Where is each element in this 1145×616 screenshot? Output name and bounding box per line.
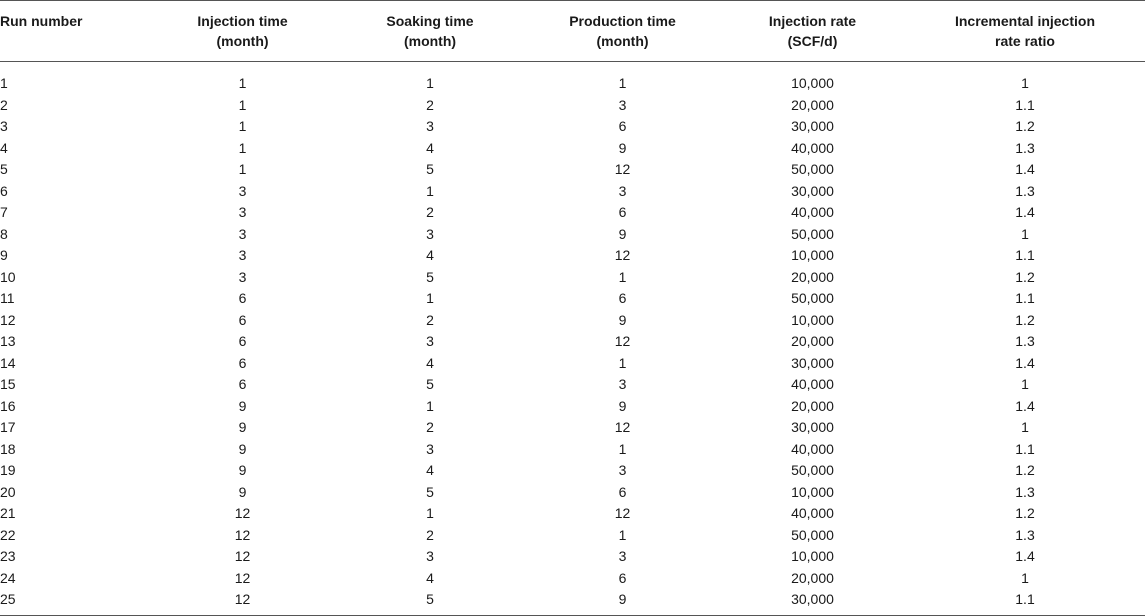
cell-incremental-injection-rate-ratio: 1.3 xyxy=(1015,139,1035,156)
cell-injection-rate: 20,000 xyxy=(791,96,834,113)
table-row xyxy=(0,181,1145,203)
cell-production-time: 9 xyxy=(618,311,627,328)
cell-production-time: 9 xyxy=(525,589,720,615)
cell-soaking-time: 4 xyxy=(426,247,434,263)
cell-soaking-time: 4 xyxy=(426,569,434,586)
cell-incremental-injection-rate-ratio: 1.4 xyxy=(1015,548,1035,564)
cell-incremental-injection-rate-ratio: 1.2 xyxy=(1015,505,1035,521)
cell-incremental-injection-rate-ratio: 1.1 xyxy=(1015,96,1035,113)
cell-incremental-injection-rate-ratio: 1.1 xyxy=(1015,440,1035,457)
cell-injection-rate: 10,000 xyxy=(791,311,834,328)
cell-injection-rate: 30,000 xyxy=(791,354,834,371)
cell-injection-time: 12 xyxy=(234,526,251,543)
cell-soaking-time: 4 xyxy=(426,354,434,371)
cell-incremental-injection-rate-ratio: 1.3 xyxy=(1015,526,1035,543)
cell-run-number: 11 xyxy=(0,290,15,306)
cell-production-time: 3 xyxy=(618,96,627,113)
table-row xyxy=(0,439,1145,461)
cell-soaking-time: 2 xyxy=(426,419,434,435)
cell-incremental-injection-rate-ratio: 1.2 xyxy=(1015,268,1035,285)
cell-soaking-time: 3 xyxy=(426,548,434,564)
cell-production-time: 6 xyxy=(618,483,627,500)
cell-incremental-injection-rate-ratio: 1.2 xyxy=(1015,118,1035,134)
cell-soaking-time: 4 xyxy=(426,139,434,156)
cell-production-time: 12 xyxy=(614,419,631,435)
cell-injection-time: 6 xyxy=(238,376,247,392)
cell-production-time: 3 xyxy=(618,548,627,564)
cell-run-number: 2 xyxy=(0,96,8,113)
cell-injection-time: 9 xyxy=(238,397,247,414)
table-row xyxy=(0,568,1145,590)
table-row xyxy=(0,374,1145,396)
cell-soaking-time: 1 xyxy=(426,182,434,199)
cell-injection-time: 1 xyxy=(238,161,247,177)
cell-incremental-injection-rate-ratio: 1.4 xyxy=(1015,354,1035,371)
table-row xyxy=(0,353,1145,375)
table-row xyxy=(0,288,1145,310)
cell-injection-time: 3 xyxy=(238,247,247,263)
cell-soaking-time: 1 xyxy=(426,397,434,414)
cell-run-number: 7 xyxy=(0,204,8,220)
cell-soaking-time: 5 xyxy=(426,161,434,177)
table-body xyxy=(0,62,1145,616)
cell-run-number: 1 xyxy=(0,75,8,91)
cell-soaking-time: 1 xyxy=(426,505,434,521)
cell-run-number: 21 xyxy=(0,505,16,521)
header-incremental-injection-rate-ratio: Incremental injection rate ratio xyxy=(905,1,1145,62)
cell-injection-rate: 40,000 xyxy=(791,204,834,220)
cell-soaking-time: 3 xyxy=(426,333,434,349)
table-row xyxy=(0,159,1145,181)
table-row xyxy=(0,482,1145,504)
table-row xyxy=(0,460,1145,482)
cell-run-number: 8 xyxy=(0,225,8,242)
cell-production-time: 1 xyxy=(618,354,627,371)
table-row xyxy=(0,138,1145,160)
cell-production-time: 1 xyxy=(618,440,627,457)
cell-injection-time: 6 xyxy=(238,354,247,371)
cell-run-number: 15 xyxy=(0,376,16,392)
cell-run-number: 22 xyxy=(0,526,16,543)
cell-incremental-injection-rate-ratio: 1.3 xyxy=(1015,182,1035,199)
cell-run-number: 9 xyxy=(0,247,8,263)
cell-injection-time: 3 xyxy=(238,204,247,220)
cell-incremental-injection-rate-ratio: 1 xyxy=(1021,569,1029,586)
cell-soaking-time: 2 xyxy=(426,526,434,543)
cell-soaking-time: 2 xyxy=(426,311,434,328)
cell-run-number: 14 xyxy=(0,354,16,371)
header-injection-time: Injection time (month) xyxy=(150,1,335,62)
table-row xyxy=(0,202,1145,224)
cell-incremental-injection-rate-ratio: 1.2 xyxy=(1015,311,1035,328)
cell-injection-time: 1 xyxy=(238,139,247,156)
cell-incremental-injection-rate-ratio: 1.4 xyxy=(1015,397,1035,414)
cell-incremental-injection-rate-ratio: 1.4 xyxy=(1015,161,1035,177)
cell-injection-rate: 30,000 xyxy=(791,118,834,134)
cell-run-number: 3 xyxy=(0,118,8,134)
header-soaking-time: Soaking time (month) xyxy=(335,1,525,62)
table-row xyxy=(0,116,1145,138)
cell-production-time: 3 xyxy=(618,462,627,478)
table-row xyxy=(0,224,1145,246)
cell-injection-time: 9 xyxy=(238,440,247,457)
cell-injection-rate: 50,000 xyxy=(791,462,834,478)
cell-injection-time: 1 xyxy=(238,75,247,91)
cell-production-time: 1 xyxy=(618,268,627,285)
cell-soaking-time: 2 xyxy=(426,204,434,220)
cell-production-time: 12 xyxy=(614,505,631,521)
cell-injection-time: 3 xyxy=(238,182,247,199)
table-row xyxy=(0,589,1145,615)
cell-incremental-injection-rate-ratio: 1 xyxy=(1021,75,1029,91)
table-row xyxy=(0,62,1145,95)
cell-injection-rate: 40,000 xyxy=(791,440,834,457)
cell-soaking-time: 1 xyxy=(426,290,434,306)
cell-injection-rate: 20,000 xyxy=(791,333,834,349)
cell-production-time: 6 xyxy=(618,569,627,586)
cell-soaking-time: 2 xyxy=(426,96,434,113)
cell-injection-time: 12 xyxy=(234,548,251,564)
cell-incremental-injection-rate-ratio: 1.2 xyxy=(1015,462,1035,478)
cell-run-number: 25 xyxy=(0,589,150,615)
cell-production-time: 3 xyxy=(618,182,627,199)
table-row xyxy=(0,396,1145,418)
cell-soaking-time: 5 xyxy=(426,483,434,500)
table-row xyxy=(0,310,1145,332)
cell-soaking-time: 4 xyxy=(426,462,434,478)
cell-injection-rate: 10,000 xyxy=(791,483,834,500)
header-injection-rate: Injection rate (SCF/d) xyxy=(720,1,905,62)
cell-injection-rate: 30,000 xyxy=(791,419,834,435)
cell-incremental-injection-rate-ratio: 1 xyxy=(1021,376,1029,392)
table-row xyxy=(0,245,1145,267)
cell-injection-rate: 30,000 xyxy=(791,182,834,199)
cell-incremental-injection-rate-ratio: 1.1 xyxy=(1015,247,1035,263)
cell-incremental-injection-rate-ratio: 1 xyxy=(1021,225,1029,242)
cell-injection-time: 3 xyxy=(238,268,247,285)
cell-incremental-injection-rate-ratio: 1.3 xyxy=(1015,333,1035,349)
cell-soaking-time: 3 xyxy=(426,440,434,457)
cell-production-time: 9 xyxy=(618,139,627,156)
cell-injection-rate: 50,000 xyxy=(791,161,834,177)
cell-injection-time: 1 xyxy=(238,96,247,113)
cell-injection-time: 6 xyxy=(238,333,247,349)
cell-run-number: 17 xyxy=(0,419,16,435)
cell-injection-time: 6 xyxy=(238,290,247,306)
cell-run-number: 18 xyxy=(0,440,16,457)
table-row xyxy=(0,503,1145,525)
cell-soaking-time: 1 xyxy=(426,75,434,91)
cell-production-time: 1 xyxy=(618,526,627,543)
cell-production-time: 9 xyxy=(618,397,627,414)
cell-injection-rate: 20,000 xyxy=(791,569,834,586)
cell-injection-time: 1 xyxy=(238,118,247,134)
cell-soaking-time: 3 xyxy=(426,225,434,242)
cell-injection-time: 12 xyxy=(150,589,335,615)
cell-incremental-injection-rate-ratio: 1.1 xyxy=(1015,290,1035,306)
cell-injection-rate: 50,000 xyxy=(791,225,834,242)
cell-run-number: 12 xyxy=(0,311,16,328)
cell-soaking-time: 5 xyxy=(426,376,434,392)
cell-incremental-injection-rate-ratio: 1.4 xyxy=(1015,204,1035,220)
cell-injection-time: 12 xyxy=(234,505,251,521)
cell-production-time: 1 xyxy=(618,75,627,91)
cell-injection-rate: 40,000 xyxy=(791,376,834,392)
cell-run-number: 24 xyxy=(0,569,16,586)
cell-injection-rate: 20,000 xyxy=(791,268,834,285)
cell-incremental-injection-rate-ratio: 1.1 xyxy=(905,589,1145,615)
cell-soaking-time: 5 xyxy=(335,589,525,615)
table-row xyxy=(0,267,1145,289)
table-row xyxy=(0,331,1145,353)
cell-run-number: 16 xyxy=(0,397,16,414)
cell-run-number: 23 xyxy=(0,548,16,564)
cell-injection-time: 6 xyxy=(238,311,247,328)
table-row xyxy=(0,417,1145,439)
cell-injection-time: 9 xyxy=(238,483,247,500)
cell-soaking-time: 3 xyxy=(426,118,434,134)
cell-injection-rate: 10,000 xyxy=(791,548,834,564)
cell-injection-time: 3 xyxy=(238,225,247,242)
cell-production-time: 12 xyxy=(614,247,631,263)
table-row xyxy=(0,95,1145,117)
header-run-number: Run number xyxy=(0,1,150,62)
cell-injection-rate: 10,000 xyxy=(791,247,834,263)
cell-run-number: 6 xyxy=(0,182,8,199)
cell-incremental-injection-rate-ratio: 1 xyxy=(1021,419,1029,435)
header-row xyxy=(0,1,1145,62)
cell-injection-time: 12 xyxy=(234,569,251,586)
cell-run-number: 19 xyxy=(0,462,16,478)
cell-production-time: 12 xyxy=(614,161,631,177)
cell-run-number: 4 xyxy=(0,139,8,156)
cell-injection-rate: 50,000 xyxy=(791,290,834,306)
cell-soaking-time: 5 xyxy=(426,268,434,285)
cell-production-time: 6 xyxy=(618,204,627,220)
cell-production-time: 6 xyxy=(618,290,627,306)
cell-incremental-injection-rate-ratio: 1.3 xyxy=(1015,483,1035,500)
cell-injection-rate: 40,000 xyxy=(791,505,834,521)
cell-production-time: 6 xyxy=(618,118,627,134)
cell-injection-rate: 20,000 xyxy=(791,397,834,414)
cell-production-time: 12 xyxy=(614,333,631,349)
cell-injection-rate: 50,000 xyxy=(791,526,834,543)
cell-injection-rate: 40,000 xyxy=(791,139,834,156)
table-row xyxy=(0,546,1145,568)
table-row xyxy=(0,525,1145,547)
cell-injection-rate: 10,000 xyxy=(791,75,834,91)
cell-run-number: 10 xyxy=(0,268,16,285)
cell-run-number: 13 xyxy=(0,333,16,349)
cell-injection-time: 9 xyxy=(238,462,247,478)
cell-injection-time: 9 xyxy=(238,419,247,435)
cell-production-time: 3 xyxy=(618,376,627,392)
cell-run-number: 5 xyxy=(0,161,8,177)
header-production-time: Production time (month) xyxy=(525,1,720,62)
cell-run-number: 20 xyxy=(0,483,16,500)
cell-production-time: 9 xyxy=(618,225,627,242)
cell-injection-rate: 30,000 xyxy=(720,589,905,615)
table-header xyxy=(0,1,1145,62)
